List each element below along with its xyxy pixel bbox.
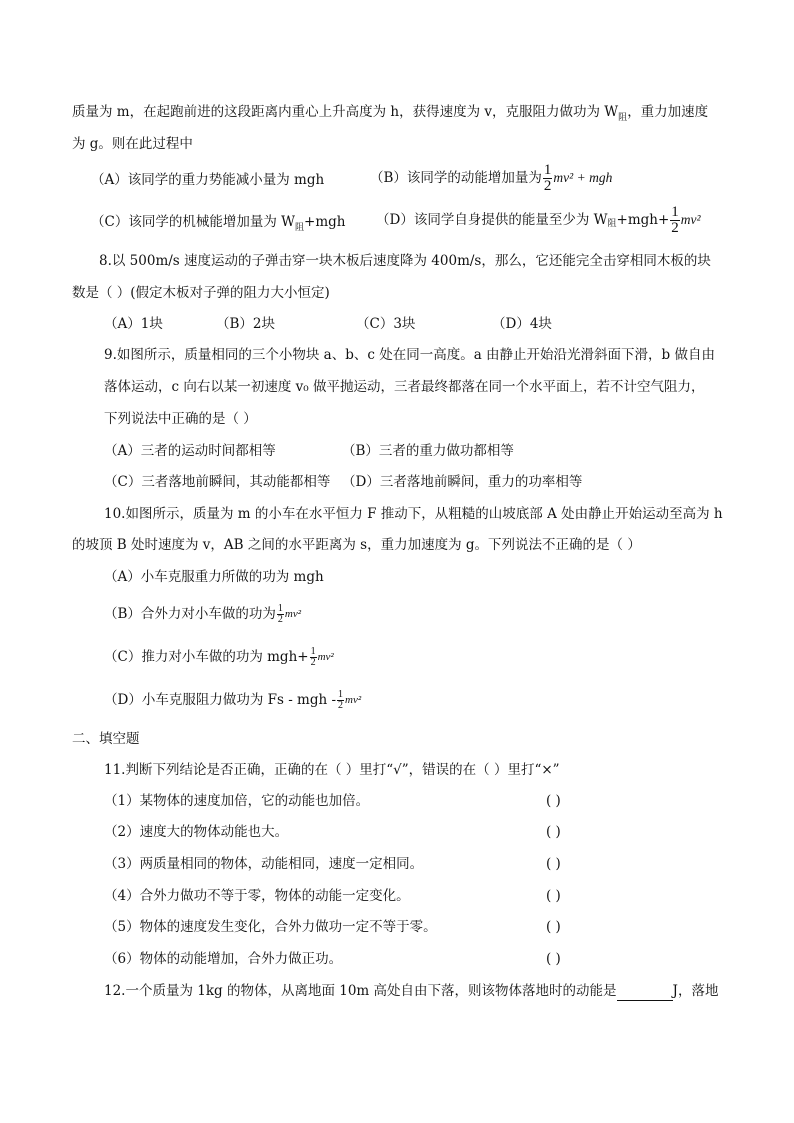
q10-option-c <box>104 639 334 675</box>
q11-item-5 <box>104 917 437 937</box>
q7-option-a-text: （A）该同学的重力势能减小量为 mgh <box>91 172 325 188</box>
q7-option-d-fraction <box>670 205 680 236</box>
fraction-denominator: 2 <box>543 177 552 194</box>
fraction-numerator: 1 <box>338 688 344 700</box>
q8-stem-line2-text: 数是（ ）(假定木板对子弹的阻力大小恒定) <box>72 285 330 301</box>
q8-option-c-text: （C）3块 <box>356 316 416 332</box>
q7-option-b-fraction <box>543 163 553 194</box>
q10-stem-text: 10.如图所示，质量为 m 的小车在水平恒力 F 推动下，从粗糙的山坡底部 A 处由静止开始运动至高为 h <box>104 506 723 522</box>
q10-option-b-text: （B）合外力对小车做的功为 <box>104 606 276 622</box>
q9-stem-line2 <box>104 377 704 397</box>
answer-paren: ( ) <box>546 856 561 872</box>
q11-item-4 <box>104 886 410 906</box>
answer-paren: ( ) <box>546 824 561 840</box>
q12-stem-text: 12.一个质量为 1kg 的物体，从离地面 10m 高处自由下落，则该物体落地时的动能是 <box>104 983 617 999</box>
q11-answer-paren-6 <box>546 949 561 969</box>
q10-option-a-text: （A）小车克服重力所做的功为 mgh <box>104 569 324 585</box>
fraction-numerator: 1 <box>671 203 679 220</box>
q9-option-b <box>342 441 514 461</box>
q11-item-1 <box>104 791 369 811</box>
q7-option-d-sub: 阻 <box>607 219 617 229</box>
q7-stem-line1 <box>72 102 708 124</box>
q10-option-d <box>104 682 361 718</box>
q11-answer-paren-4 <box>546 886 561 906</box>
q11-stem-text: 11.判断下列结论是否正确，正确的在（ ）里打“√”，错误的在（ ）里打“×” <box>104 762 560 778</box>
q10-option-b-fraction <box>277 604 284 625</box>
q9-option-a <box>104 441 276 461</box>
q10-option-b <box>104 596 301 632</box>
answer-paren: ( ) <box>546 951 561 967</box>
q7-option-c-text: （C）该同学的机械能增加量为 W <box>91 214 295 230</box>
q8-option-d <box>492 314 552 334</box>
q10-stem-line1 <box>104 504 723 524</box>
q8-stem-line1 <box>99 251 711 271</box>
answer-paren: ( ) <box>546 888 561 904</box>
fraction-denominator: 2 <box>277 613 283 625</box>
q8-stem-line2 <box>72 283 330 303</box>
q10-option-c-expr: mv² <box>317 651 334 663</box>
q11-item-text: （3）两质量相同的物体，动能相同，速度一定相同。 <box>104 856 424 872</box>
q12-stem-suffix: J，落地 <box>672 983 719 999</box>
q7-stem-line2 <box>72 134 193 154</box>
q8-option-a <box>104 314 163 334</box>
q7-option-d <box>376 200 701 240</box>
q7-option-d-expr: mv² <box>680 212 701 227</box>
q10-option-d-fraction <box>337 690 344 711</box>
q11-stem <box>104 760 560 780</box>
fraction-numerator: 1 <box>543 161 552 178</box>
q9-option-c <box>104 472 330 492</box>
q11-answer-paren-2 <box>546 822 561 842</box>
q11-item-text: （5）物体的速度发生变化，合外力做功一定不等于零。 <box>104 919 437 935</box>
q11-item-6 <box>104 949 342 969</box>
section-title <box>72 729 140 749</box>
q7-option-d-text: （D）该同学自身提供的能量至少为 W <box>376 212 608 228</box>
q7-stem-text: 质量为 m，在起跑前进的这段距离内重心上升高度为 h，获得速度为 v，克服阻力做功为 W <box>72 104 619 120</box>
q10-option-a <box>104 567 324 587</box>
q7-option-d-mid: +mgh+ <box>616 212 670 228</box>
q10-option-c-fraction <box>310 647 317 668</box>
q9-stem-line1 <box>104 345 715 365</box>
q12-stem <box>104 981 718 1001</box>
q7-stem-sub: 阻 <box>618 113 628 123</box>
q11-item-3 <box>104 854 423 874</box>
q9-stem-line3-text: 下列说法中正确的是（ ） <box>104 411 257 427</box>
q10-option-d-text: （D）小车克服阻力做功为 Fs - mgh - <box>104 692 337 708</box>
q7-option-c-tail: +mgh <box>304 214 346 230</box>
q9-stem-line3 <box>104 409 257 429</box>
q11-item-2 <box>104 822 288 842</box>
q9-option-d <box>342 472 582 492</box>
q7-option-b-text: （B）该同学的动能增加量为 <box>370 170 542 186</box>
q10-option-c-text: （C）推力对小车做的功为 mgh+ <box>104 649 309 665</box>
q10-stem-line2 <box>72 535 641 555</box>
fraction-numerator: 1 <box>277 602 283 614</box>
q9-option-a-text: （A）三者的运动时间都相等 <box>104 443 276 459</box>
q7-option-c-sub: 阻 <box>295 223 305 233</box>
q10-option-d-expr: mv² <box>345 694 362 706</box>
answer-paren: ( ) <box>546 793 561 809</box>
q10-stem-line2-text: 的坡顶 B 处时速度为 v，AB 之间的水平距离为 s，重力加速度为 g。下列说法不正确的是（ ） <box>72 537 641 553</box>
q11-item-text: （1）某物体的速度加倍，它的动能也加倍。 <box>104 793 370 809</box>
fraction-denominator: 2 <box>310 656 316 668</box>
q11-item-text: （2）速度大的物体动能也大。 <box>104 824 289 840</box>
fraction-denominator: 2 <box>671 219 679 236</box>
fraction-numerator: 1 <box>310 645 316 657</box>
q12-answer-blank[interactable] <box>617 986 673 1001</box>
q9-stem-text: 9.如图所示，质量相同的三个小物块 a、b、c 处在同一高度。a 由静止开始沿光滑斜面下滑，b 做自由 <box>104 347 715 363</box>
fraction-denominator: 2 <box>338 699 344 711</box>
q7-stem-line2-text: 为 g。则在此过程中 <box>72 136 193 152</box>
q8-option-d-text: （D）4块 <box>492 316 552 332</box>
q8-stem-text: 8.以 500m/s 速度运动的子弹击穿一块木板后速度降为 400m/s，那么，它还能完全击穿相同木板的块 <box>99 253 711 269</box>
q7-option-c <box>91 212 345 234</box>
q11-item-text: （4）合外力做功不等于零，物体的动能一定变化。 <box>104 888 410 904</box>
q8-option-a-text: （A）1块 <box>104 316 163 332</box>
q11-item-text: （6）物体的动能增加，合外力做正功。 <box>104 951 343 967</box>
q8-option-b-text: （B）2块 <box>216 316 276 332</box>
section-title-text: 二、填空题 <box>72 731 140 747</box>
q7-stem-tail: ，重力加速度 <box>627 104 709 120</box>
answer-paren: ( ) <box>546 919 561 935</box>
q8-option-c <box>356 314 415 334</box>
q7-option-a <box>91 170 324 190</box>
q9-option-d-text: （D）三者落地前瞬间，重力的功率相等 <box>342 474 583 490</box>
q9-stem-line2-text: 落体运动，c 向右以某一初速度 v₀ 做平抛运动，三者最终都落在同一个水平面上，若不计空气阻力， <box>104 379 705 395</box>
q7-option-b <box>370 158 612 198</box>
q8-option-b <box>216 314 275 334</box>
q11-answer-paren-1 <box>546 791 561 811</box>
q9-option-b-text: （B）三者的重力做功都相等 <box>342 443 514 459</box>
q11-answer-paren-5 <box>546 917 561 937</box>
q10-option-b-expr: mv² <box>284 608 302 620</box>
q7-option-b-expr: mv² + mgh <box>553 170 613 185</box>
q9-option-c-text: （C）三者落地前瞬间，其动能都相等 <box>104 474 331 490</box>
q11-answer-paren-3 <box>546 854 561 874</box>
